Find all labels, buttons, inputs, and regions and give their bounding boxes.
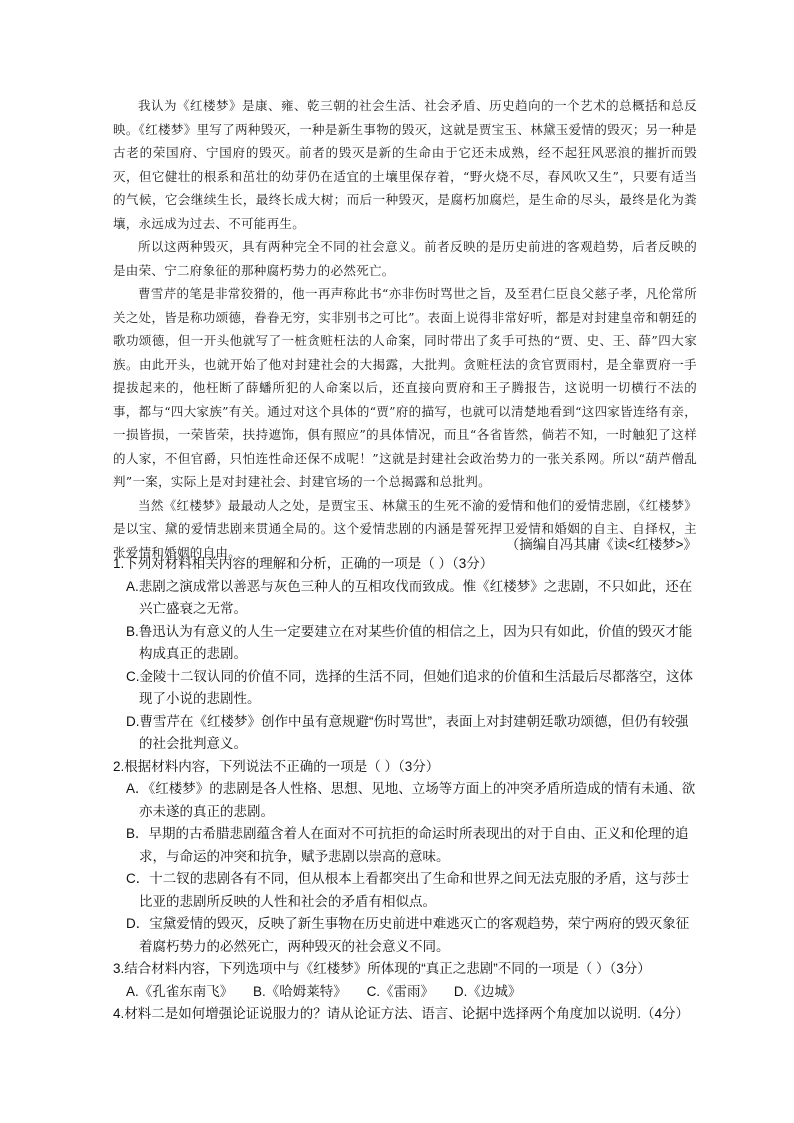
question-3-stem: 3.结合材料内容，下列选项中与《红楼梦》所体现的“真正之悲剧”不同的一项是（ ）（3分） xyxy=(113,961,651,976)
question-1-option-a: A.悲剧之演成常以善恶与灰色三种人的互相攻伐而致成。惟《红楼梦》之悲剧，不只如此，还在兴亡盛衰之无常。 xyxy=(126,578,693,616)
question-2-option-d: D．宝黛爱情的毁灭，反映了新生事物在历史前进中难逃灭亡的客观趋势，荣宁两府的毁灭象征着腐朽势力的必然死亡，两种毁灭的社会意义不同。 xyxy=(126,916,690,954)
question-1-option-d: D.曹雪芹在《红楼梦》创作中虽有意规避“伤时骂世”，表面上对封建朝廷歌功颂德，但仍有较强的社会批判意义。 xyxy=(126,713,689,751)
question-3-option-b: B.《哈姆莱特》 xyxy=(253,983,347,999)
question-2-option-b: B．早期的古希腊悲剧蕴含着人在面对不可抗拒的命运时所表现出的对于自由、正义和伦理的追求，与命运的冲突和抗争，赋予悲剧以崇高的意味。 xyxy=(126,826,689,864)
passage-paragraph: 我认为《红楼梦》是康、雍、乾三朝的社会生活、社会矛盾、历史趋向的一个艺术的总概括和总反映。《红楼梦》里写了两种毁灭，一种是新生事物的毁灭，这就是贾宝玉、林黛玉爱情的毁灭；另一种是古老的荣国府、宁国府的毁灭。前者的毁灭是新的生命由于它还未成熟，经不起狂风恶浪的摧折而毁灭，但它健壮的根系和茁壮的幼芽仍在适宜的土壤里保存着，“野火烧不尽，春风吹又生”，只要有适当的气候，它会继续生长，最终长成大树；而后一种毁灭，是腐朽加腐烂，是生命的尽头，最终是化为粪壤，永远成为过去、不可能再生。 xyxy=(113,98,697,231)
question-3-option-c: C.《雷雨》 xyxy=(366,983,435,999)
passage-source: （摘编自冯其庸《读<红楼梦>》 xyxy=(505,537,697,552)
passage-paragraph: 所以这两种毁灭，具有两种完全不同的社会意义。前者反映的是历史前进的客观趋势，后者反映的是由荣、宁二府象征的那种腐朽势力的必然死亡。 xyxy=(113,239,697,278)
reading-passage xyxy=(113,94,697,564)
question-2-option-a: A．《红楼梦》的悲剧是各人性格、思想、见地、立场等方面上的冲突矛盾所造成的情有未通、欲亦未遂的真正的悲剧。 xyxy=(126,781,696,819)
question-1-stem: 1.下列对材料相关内容的理解和分析，正确的一项是（ ）（3分） xyxy=(113,556,494,571)
question-3-option-d: D.《边城》 xyxy=(453,983,522,999)
question-4-stem: 4.材料二是如何增强论证说服力的？请从论证方法、语言、论据中选择两个角度加以说明.（4分） xyxy=(113,1006,690,1021)
question-1-option-b: B.鲁迅认为有意义的人生一定要建立在对某些价值的相信之上，因为只有如此，价值的毁灭才能构成真正的悲剧。 xyxy=(126,623,693,661)
question-3-options xyxy=(113,981,701,1004)
question-list xyxy=(113,553,701,1026)
passage-paragraph: 当然《红楼梦》最最动人之处，是贾宝玉、林黛玉的生死不渝的爱情和他们的爱情悲剧，《红楼梦》是以宝、黛的爱情悲剧来贯通全局的。这个爱情悲剧的内涵是誓死捍卫爱情和婚姻的自主、自择权，主张爱情和婚姻的自由。 xyxy=(113,497,697,560)
question-1-option-c: C.金陵十二钗认同的价值不同，选择的生活不同，但她们追求的价值和生活最后尽都落空，这体现了小说的悲剧性。 xyxy=(126,668,693,706)
question-2-option-c: C．十二钗的悲剧各有不同，但从根本上看都突出了生命和世界之间无法克服的矛盾，这与莎士比亚的悲剧所反映的人性和社会的矛盾有相似点。 xyxy=(126,871,690,909)
question-2-stem: 2.根据材料内容，下列说法不正确的一项是（ ）（3分） xyxy=(113,758,440,774)
passage-paragraph: 曹雪芹的笔是非常狡猾的，他一再声称此书“亦非伤时骂世之旨，及至君仁臣良父慈子孝，凡伦常所关之处，皆是称功颂德，眷眷无穷，实非别书之可比”。表面上说得非常好听，都是对封建皇帝和朝廷的歌功颂德，但一开头他就写了一桩贪赃枉法的人命案，同时带出了炙手可热的“贾、史、王、薛”四大家族。由此开头，也就开始了他对封建社会的大揭露，大批判。贪赃枉法的贪官贾雨村，是全靠贾府一手提拔起来的，他枉断了薛蟠所犯的人命案以后，还直接向贾府和王子腾报告，这说明一切横行不法的事，都与“四大家族”有关。通过对这个具体的“贾”府的描写，也就可以清楚地看到“这四家皆连络有亲，一损皆损，一荣皆荣，扶持遮饰，俱有照应”的具体情况，而且“各省皆然，倘若不知，一时触犯了这样的人家，不但官爵，只怕连性命还保不成呢！”这就是封建社会政治势力的一张关系网。所以“葫芦僧乱判”一案，实际上是对封建社会、封建官场的一个总揭露和总批判。 xyxy=(113,286,697,489)
question-3-option-a: A.《孔雀东南飞》 xyxy=(126,983,234,999)
